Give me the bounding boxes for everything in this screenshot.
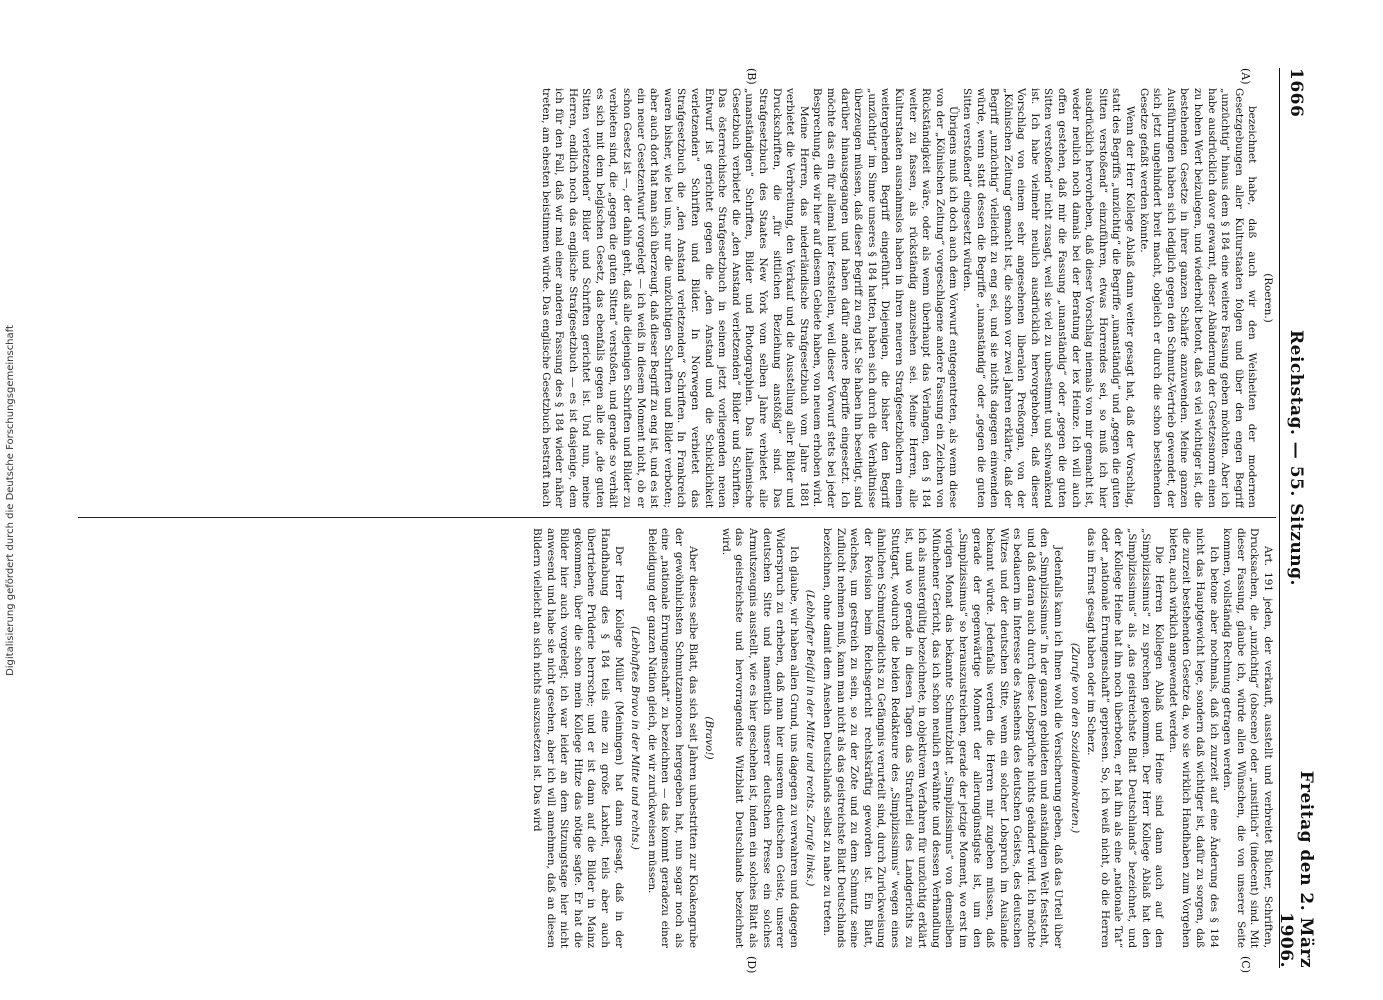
margin-mark-d: (D) bbox=[745, 956, 758, 974]
page-date: Freitag den 2. März 1906. bbox=[1276, 770, 1316, 968]
paragraph: Wenn der Herr Kollege Ablaß dann weiter gesagt hat, daß der Vorschlag, statt des Begriffs „unzüchtig“ die Begriffe „unanständig“ und „gegen die guten Sitten verstoßend“ einzuführen, etwas Horrendes sei, so muß ich hier ausdrücklich hervorheben, daß dieser Vorschlag niemals von mir gemacht ist, weder neulich noch damals bei der Beratung der lex Heinze. Ich will auch offen gestehen, daß mir die Fassung „unanständig“ oder „gegen die guten Sitten verstoßend“ nicht zusagt, weil sie viel zu unbestimmt und schwankend ist. Ich habe vielmehr neulich ausdrücklich hervorgehoben, daß dieser Vorschlag von einem sehr angesehenen liberalen Preßorgan, von der „Kölnischen Zeitung“ gemacht ist, die schon vor zwei Jahren erklärte, daß der Begriff „unzüchtig“ vielleicht zu eng sei, und sie nichts dagegen einwenden würde, wenn statt dessen die Begriffe „unanständig“ oder „gegen die guten Sitten verstoßend“ eingesetzt würden. bbox=[960, 88, 1137, 508]
speaker-name: (Roeren.) bbox=[1262, 273, 1274, 323]
interjection: (Bravo!) bbox=[703, 716, 716, 760]
interjection: (Lebhafter Beifall in der Mitte und rechts. Zurufe links.) bbox=[804, 589, 817, 887]
paragraph: Art. 191 jeden, der verkauft, ausstellt und verbreitet Bücher, Schriften, Drucksachen, die „unzüchtig“ (obscene) oder „unsittlich“ (indecent) sind. Mit dieser Fassung, glaube ich, würde allen Wünschen, die von unserer Seite kommen, vollständig Rechnung getragen werden. bbox=[1221, 528, 1274, 948]
right-column bbox=[78, 528, 1274, 948]
left-column bbox=[78, 88, 1274, 508]
column-divider bbox=[78, 517, 1276, 518]
paragraph: Übrigens muß ich doch auch dem Vorwurf entgegentreten, als wenn diese von der „Kölnischen Zeitung“ vorgeschlagene andere Fassung ein Zeichen von Rückständigkeit wäre, oder als wenn überhaupt das Verlangen, den § 184 weiter zu fassen, als rückständig anzusehen sei. Meine Herren, alle Kulturstaaten ausnahmslos haben in ihren neueren Strafgesetzbüchern einen weitergehenden Begriff eingeführt. Diejenigen, die bisher den Begriff „unzüchtig“ im Sinne unseres § 184 hatten, haben sich durch die Verhältnisse überzeugen müssen, daß dieser Begriff zu eng ist. Sie haben ihn beseitigt, sind darüber hinausgegangen und haben dafür andere Begriffe eingesetzt. Ich möchte das ein für allemal hier feststellen, weil dieser Vorwurf stets bei jeder Besprechung, die wir hier auf diesem Gebiete haben, von neuem erhoben wird. bbox=[811, 88, 960, 508]
paragraph: Die Herren Kollegen Ablaß und Heine sind dann auch auf den „Simplizissimus“ zu sprechen gekommen. Der Herr Kollege Ablaß hat den „Simplizissimus“ als „das geistreichste Blatt Deutschlands“ bezeichnet, und der Kollege Heine hat ihn noch überboten, er hat ihn als eine „nationale Tat“ oder „nationale Errungenschaft“ gepriesen. So, ich weiß nicht, ob die Herren das im Ernst gesagt haben oder im Scherz. bbox=[1085, 528, 1166, 948]
paragraph: Jedenfalls kann ich Ihnen wohl die Versicherung geben, daß das Urteil über den „Simplizissimus“ in der ganzen gebildeten und anständigen Welt feststeht, und daß daran auch durch diese Lobsprüche nichts geändert wird. Ich möchte es bedauern im Interesse des Ansehens des deutschen Geistes, des deutschen Witzes und der deutschen Sitte, wenn ein solcher Lobspruch im Auslande bekannt würde. Jedenfalls werden die Herren mir zugeben müssen, daß gerade der gegenwärtige Moment der allerungünstigste ist, um den „Simplizissimus“ so herauszustreichen, gerade der jetzige Moment, wo erst im vorigen Monat das bekannte Schmutzblatt „Simplizissimus“ von demselben Münchener Gericht, das ich schon neulich erwähnte und dessen Verhandlung ich als mustergültig bezeichnete, in objektivem Verfahren für unzüchtig erklärt ist, und wo gerade in diesen Tagen das Strafurteil des Landgerichts zu Stuttgart, wodurch die beiden Redakteure des „Simplizissimus“ wegen eines ähnlichen Schmutzgedichts zu Gefängnis verurteilt sind, durch Zurückweisung der Revision beim Reichsgericht rechtskräftig geworden ist. Ein Blatt, welches, um gestreich zu sein, so zu der Zote und zu dem Schmutz seine Zuflucht nehmen muß, kann man nicht als das geistreichste Blatt Deutschlands bezeichnen, ohne damit dem Ansehen Deutschlands selbst zu nahe zu treten. bbox=[821, 528, 1065, 948]
page-title: Reichstag. — 55. Sitzung. bbox=[1286, 330, 1306, 586]
funding-note-text: Digitalisierung gefördert durch die Deutsche Forschungsgemeinschaft bbox=[4, 324, 16, 676]
interjection: (Zurufe von den Sozialdemokraten.) bbox=[1068, 642, 1081, 834]
paragraph: Aber dieses selbe Blatt, das sich seit Jahren unbestritten zur Kloakengrube der gewöhnlichsten Schmutzannoncen hergegeben hat, nun sogar noch als eine „nationale Errungenschaft“ zu bezeichnen — das kommt geradezu einer Beleidigung der ganzen Nation gleich, die wir zurückweisen müssen. bbox=[645, 528, 699, 948]
margin-mark-b: (B) bbox=[745, 68, 758, 85]
margin-mark-c: (C) bbox=[1239, 956, 1252, 973]
paragraph: Ich glaube, wir haben allen Grund, uns dagegen zu verwahren und dagegen Widerspruch zu erheben, daß man hier unserem deutschen Geiste, unserer deutschen Sitte und namentlich unserer deutschen Presse ein solches Armutszeugnis ausstellt, wie es hier geschehen ist, indem ein solches Blatt als das geistreichste und hervorragendste Witzblatt Deutschlands bezeichnet wird. bbox=[719, 528, 800, 948]
page-header bbox=[1276, 68, 1316, 968]
funding-note bbox=[0, 0, 22, 1000]
paragraph: Meine Herren, das niederländische Strafgesetzbuch vom Jahre 1881 verbietet die Verbreitung, den Verkauf und die Ausstellung aller Bilder und Druckschriften, die „für sittlichen Beziehung anstößig“ sind. Das Strafgesetzbuch des Staates New York vom selben Jahre verbietet alle „unanständigen“ Schriften, Bilder und Photographien. Das italienische Gesetzbuch verbietet die „den Anstand verletzenden“ Bilder und Schriften. Das österreichische Strafgesetzbuch in seinem jetzt vorliegenden neuen Entwurf ist gerichtet gegen die „den Anstand und die Schicklichkeit verletzenden“ Schriften und Bilder. In Norwegen verbietet das Strafgesetzbuch die „den Anstand verletzenden“ Schriften. In Frankreich waren bisher, wie bei uns, nur die unzüchtigen Schriften und Bilder verboten; aber auch dort hat man sich überzeugt, daß dieser Begriff zu eng ist, und es ist ein neuer Gesetzentwurf vorgelegt — ich weiß in diesem Moment nicht, ob er schon Gesetz ist —, der dahin geht, daß alle diejenigen Schriften und Bilder zu verbieten sind, die „gegen die guten Sitten“ verstoßen, und gerade so verhält es sich mit dem belgischen Gesetz, das ebenfalls gegen alle die „die guten Sitten verletzenden“ Bilder und Schriften gerichtet ist. Und nun, meine Herren, endlich noch das englische Strafgesetzbuch — es ist dasjenige, dem ich für den Fall, daß wir mal einer anderen Fassung des § 184 wieder näher treten, am ehesten beistimmen würde. Das englische Gesetzbuch bestraft nach bbox=[539, 88, 810, 508]
interjection: (Lebhaftes Bravo in der Mitte und rechts.) bbox=[629, 626, 642, 850]
margin-mark-a: (A) bbox=[1239, 68, 1252, 85]
header-rule bbox=[1279, 68, 1280, 968]
paragraph: Ich betone aber nochmals, daß ich zurzeit auf eine Änderung des § 184 nicht das Hauptgewicht lege, sondern daß wichtiger ist, dafür zu sorgen, daß die zurzeit bestehenden Gesetze da, wo sie wirklich Handhaben zum Vorgehen bieten, auch wirklich angewendet werden. bbox=[1166, 528, 1220, 948]
paragraph: bezeichnet habe, daß auch wir den Weisheiten der modernen Gesetzgebungen aller Kulturstaaten folgen und über den engen Begriff „unzüchtig“ hinaus dem § 184 eine weitere Fassung geben möchten. Aber ich habe ausdrücklich davor gewarnt, dieser Abänderung der Gesetzesnorm einen zu hohen Wert beizulegen, und wiederholt betont, daß es viel wichtiger ist, die bestehenden Gesetze in ihrer ganzen Schärfe anzuwenden. Meine ganzen Ausführungen haben sich lediglich gegen den Schmutz-Vertrieb gewendet, der sich jetzt ungehindert breit macht, obgleich er durch die schon bestehenden Gesetze gefaßt werden könnte. bbox=[1137, 88, 1259, 508]
rotated-page bbox=[68, 48, 1318, 988]
paragraph: Der Herr Kollege Müller (Meiningen) hat dann gesagt, daß in der Handhabung des § 184 teils eine zu große Laxheit, teils aber auch übertriebene Prüderie herrsche; und er ist dann auf die Bilder in Mainz gekommen, über die schon mein Kollege Hitze das nötige sagte. Er hat die Bilder hier auch vorgelegt; ich war leider an dem Sitzungstage hier nicht anwesend und habe sie nicht gesehen, aber ich will annehmen, daß an diesen Bildern vielleicht an sich nichts auszusetzen ist. Das wird bbox=[531, 528, 625, 948]
page-number: 1666 bbox=[1286, 68, 1306, 118]
